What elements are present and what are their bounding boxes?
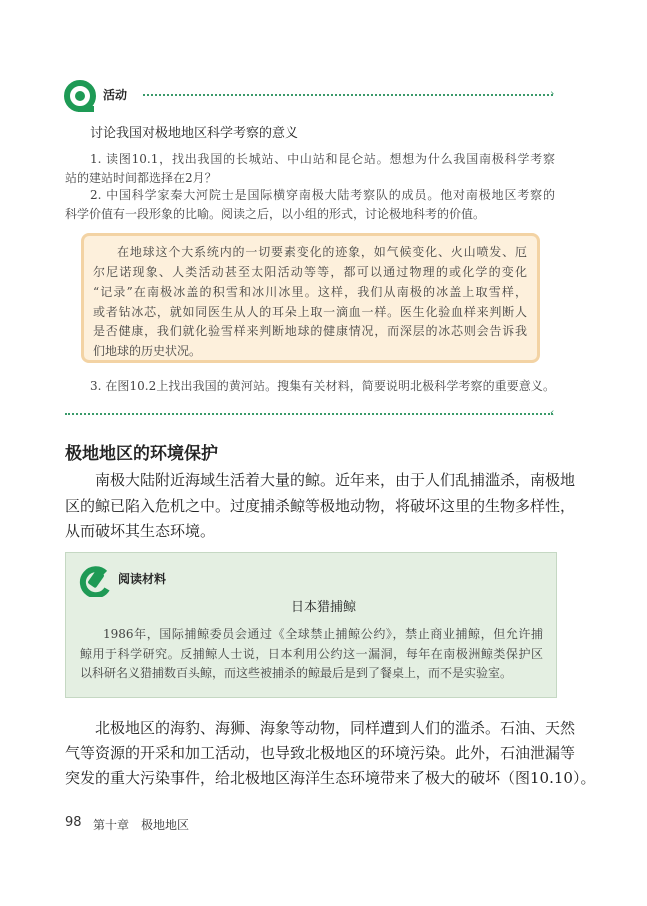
question-1-line: 站的建站时间都选择在2月？ [65, 171, 217, 185]
reading-line: 鲸用于科学研究。反捕鲸人士说，日本利用公约这一漏洞，每年在南极洲鲸类保护区 [80, 647, 543, 661]
quote-line: 是否健康，我们就化验雪样来判断地球的健康情况，而深层的冰芯则会告诉我 [93, 324, 527, 338]
arrow-right-icon: › [550, 87, 555, 100]
question-3: 3. 在图10.2上找出我国的黄河站。搜集有关材料，简要说明北极科学考察的重要意义。 [90, 379, 555, 393]
reading-line: 1986年，国际捕鲸委员会通过《全球禁止捕鲸公约》，禁止商业捕鲸，但允许捕 [103, 627, 543, 641]
activity-icon [64, 80, 96, 112]
activity-label: 活动 [103, 88, 128, 102]
paragraph-line: 气等资源的开采和加工活动，也导致北极地区的环境污染。此外，石油泄漏等 [65, 744, 576, 762]
quote-line: 或者钻冰芯，就如同医生从人的耳朵上取一滴血一样。医生化验血样来判断人 [93, 305, 527, 319]
paragraph-line: 区的鲸已陷入危机之中。过度捕杀鲸等极地动物，将破坏这里的生物多样性， [65, 497, 576, 515]
reading-material-icon [79, 565, 111, 597]
activity-divider-top [143, 94, 553, 96]
reading-material-label: 阅读材料 [118, 572, 167, 586]
paragraph-line: 突发的重大污染事件，给北极地区海洋生态环境带来了极大的破坏（图10.10）。 [65, 769, 596, 787]
activity-title: 讨论我国对极地地区科学考察的意义 [90, 126, 299, 141]
reading-title: 日本猎捕鲸 [290, 600, 356, 615]
reading-line: 以科研名义猎捕数百头鲸，而这些被捕杀的鲸最后是到了餐桌上，而不是实验室。 [80, 666, 513, 680]
question-2-line: 科学价值有一段形象的比喻。阅读之后，以小组的形式，讨论极地科考的价值。 [65, 207, 486, 221]
paragraph-line: 北极地区的海豹、海狮、海象等动物，同样遭到人们的滥杀。石油、天然 [95, 719, 576, 737]
paragraph-line: 南极大陆附近海域生活着大量的鲸。近年来，由于人们乱捕滥杀，南极地 [95, 471, 576, 489]
quote-line: 们地球的历史状况。 [93, 344, 202, 358]
section-heading: 极地地区的环境保护 [65, 444, 218, 464]
quote-line: 在地球这个大系统内的一切要素变化的迹象，如气候变化、火山喷发、厄 [117, 245, 527, 259]
question-2-line: 2. 中国科学家秦大河院士是国际横穿南极大陆考察队的成员。他对南极地区考察的 [90, 188, 555, 202]
activity-divider-bottom [65, 413, 553, 415]
question-1-line: 1. 读图10.1，找出我国的长城站、中山站和昆仑站。想想为什么我国南极科学考察 [90, 152, 555, 166]
chapter-label: 第十章 极地地区 [93, 818, 190, 832]
quote-line: “记录”在南极冰盖的积雪和冰川冰里。这样，我们从南极的冰盖上取雪样， [93, 285, 527, 299]
arrow-left-icon: ‹ [550, 406, 555, 419]
quote-line: 尔尼诺现象、人类活动甚至太阳活动等等，都可以通过物理的或化学的变化 [93, 265, 527, 279]
paragraph-line: 从而破坏其生态环境。 [65, 522, 216, 540]
page-number: 98 [65, 815, 82, 830]
